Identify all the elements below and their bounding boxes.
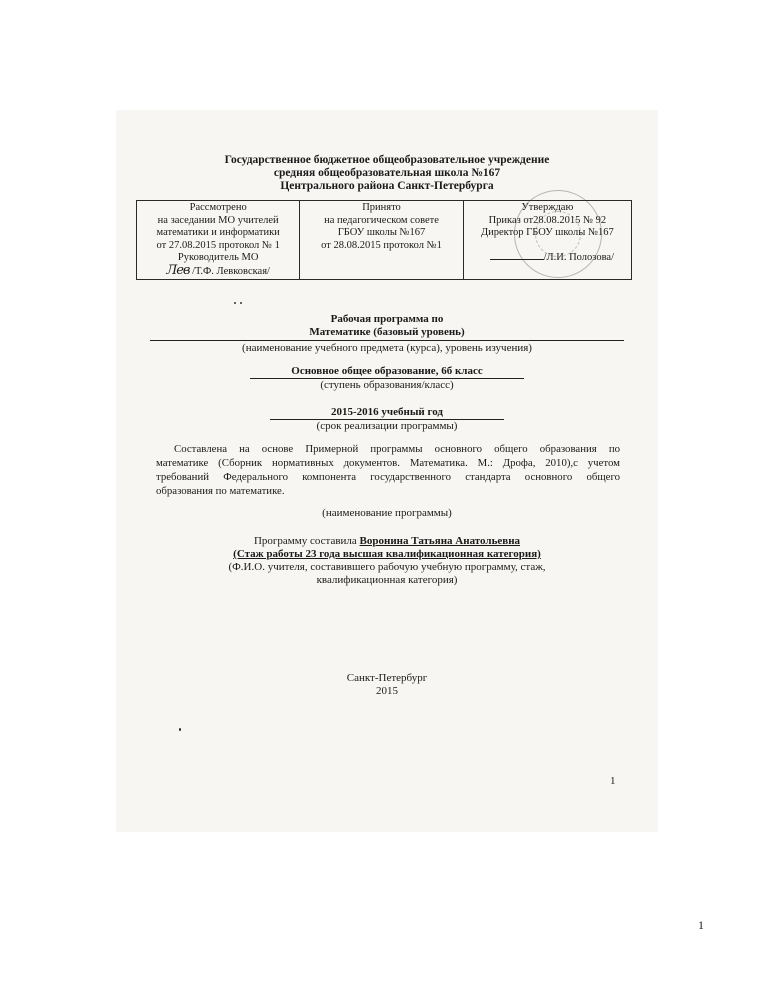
reviewed-protocol: от 27.08.2015 протокол № 1 <box>156 239 280 251</box>
accepted-label: Принято <box>362 202 401 213</box>
basis-line4: образования по математике. <box>156 485 285 497</box>
author-caption-line1: (Ф.И.О. учителя, составившего рабочую учебную программу, стаж, <box>228 561 546 573</box>
reviewed-label: Рассмотрено <box>189 202 247 213</box>
city: Санкт-Петербург <box>346 672 428 684</box>
official-stamp <box>514 190 602 278</box>
basis-paragraph <box>156 442 620 498</box>
reviewed-signature-row <box>140 262 296 279</box>
basis-line1: Составлена на основе Примерной программы основного общего образования по <box>174 443 620 455</box>
approved-order: Приказ от28.08.2015 № 92 <box>488 214 607 226</box>
education-level-caption: (ступень образования/класс) <box>320 379 454 391</box>
approval-cell-reviewed <box>137 201 300 280</box>
author-caption-line2: квалификационная категория) <box>316 574 458 586</box>
handwritten-signature: Лев <box>166 262 190 278</box>
academic-year-caption: (срок реализации программы) <box>316 420 458 432</box>
reviewed-department: математики и информатики <box>156 227 280 238</box>
title-underline <box>150 340 624 341</box>
scanned-page <box>116 110 658 832</box>
page-number: 1 <box>698 918 704 932</box>
basis-caption: (наименование программы) <box>322 507 452 519</box>
scan-speck <box>234 302 236 304</box>
school-name-line1: Государственное бюджетное общеобразовательное учреждение <box>224 154 550 166</box>
accepted-school: ГБОУ школы №167 <box>337 227 426 238</box>
school-name-line2: средняя общеобразовательная школа №167 <box>273 167 501 179</box>
academic-year: 2015-2016 учебный год <box>270 406 504 420</box>
reviewed-head-label: Руководитель МО <box>177 252 259 263</box>
scan-speck <box>179 728 181 731</box>
author-experience: (Стаж работы 23 года высшая квалификационная категория) <box>233 548 541 560</box>
approved-label: Утверждаю <box>521 202 574 213</box>
author-line <box>116 535 658 548</box>
scan-speck <box>240 302 242 304</box>
title-caption: (наименование учебного предмета (курса), уровень изучения) <box>242 342 532 354</box>
education-level: Основное общее образование, 6б класс <box>250 365 524 379</box>
school-name-line3: Центрального района Санкт-Петербурга <box>280 180 494 192</box>
approval-cell-accepted <box>300 201 463 280</box>
inner-page-number: 1 <box>610 775 616 787</box>
author-name: Воронина Татьяна Анатольевна <box>359 535 521 547</box>
basis-line3: требований Федерального компонента государственного стандарта основного общего <box>156 471 620 483</box>
approved-director: Директор ГБОУ школы №167 <box>480 227 614 238</box>
approved-director-name: /Л.И. Полозова/ <box>543 251 614 263</box>
reviewed-meeting: на заседании МО учителей <box>157 214 279 226</box>
author-prefix: Программу составила <box>253 535 360 547</box>
program-title-line1: Рабочая программа по <box>330 313 444 325</box>
accepted-protocol: от 28.08.2015 протокол №1 <box>321 239 442 251</box>
year: 2015 <box>376 685 398 697</box>
accepted-council: на педагогическом совете <box>324 214 439 226</box>
reviewed-head-name: /Т.Ф. Левковская/ <box>192 265 270 277</box>
basis-line2: математике (Сборник нормативных документов. Математика. М.: Дрофа, 2010),с учетом <box>156 457 620 469</box>
program-title-line2: Математике (базовый уровень) <box>309 326 465 338</box>
